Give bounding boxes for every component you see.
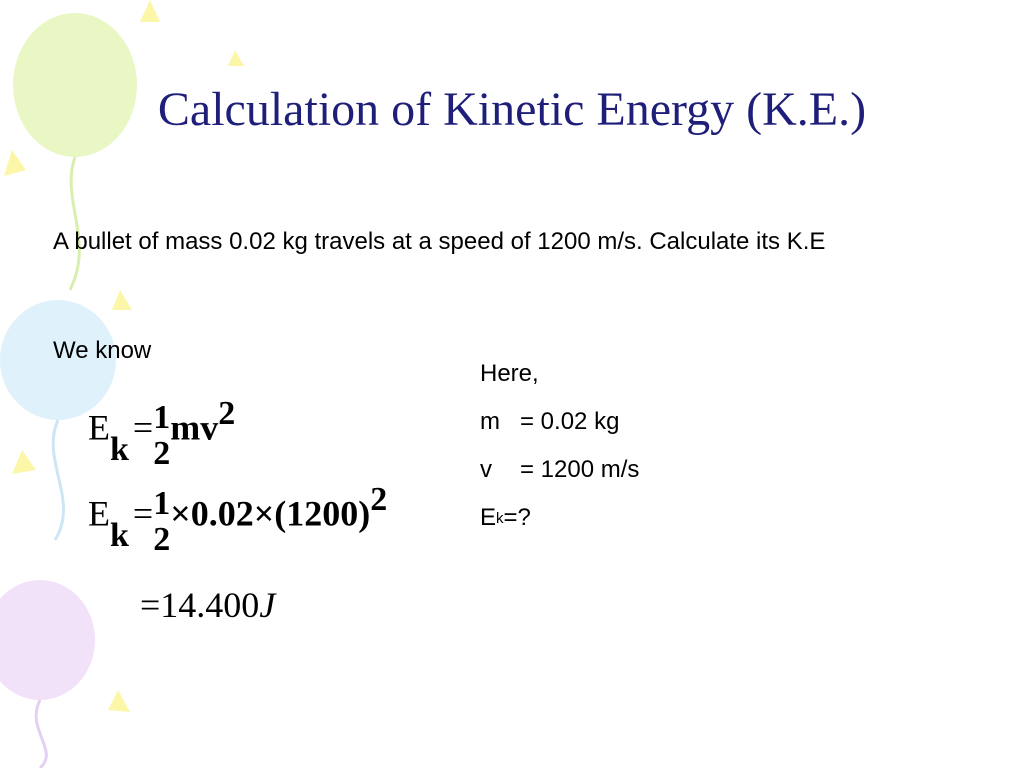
result-value: =14.400 [140, 585, 260, 625]
subst-sub: k [110, 516, 129, 554]
subst-den: 2 [153, 521, 171, 558]
result-unit: J [259, 585, 276, 625]
speed-value: = 1200 m/s [520, 456, 640, 483]
given-speed [480, 446, 639, 494]
subst-fraction [153, 486, 170, 558]
formula-lhs: E [88, 407, 110, 448]
formula-sub: k [110, 430, 129, 468]
ek-base: E [480, 504, 497, 531]
formula-rhs: mv [170, 407, 219, 448]
subst-lhs: E [88, 493, 110, 534]
subst-rhs: ×0.02×(1200) [170, 493, 371, 534]
kinetic-energy-formula [88, 394, 236, 472]
formula-fraction [153, 400, 170, 472]
substitution-equation [88, 480, 388, 558]
mass-value: = 0.02 kg [520, 408, 620, 435]
subst-exp: 2 [370, 480, 388, 518]
we-know-label: We know [53, 337, 152, 364]
problem-statement: A bullet of mass 0.02 kg travels at a speed of 1200 m/s. Calculate its K.E [53, 228, 826, 255]
subst-num: 1 [153, 485, 171, 522]
speed-key: v [480, 456, 492, 483]
mass-key: m [480, 408, 500, 435]
subst-eq: = [132, 493, 154, 534]
slide-title: Calculation of Kinetic Energy (K.E.) [157, 83, 867, 136]
given-values [480, 350, 639, 542]
formula-eq: = [132, 407, 154, 448]
formula-num: 1 [153, 399, 171, 436]
given-heading: Here, [480, 360, 539, 387]
formula-exp: 2 [218, 394, 236, 432]
formula-den: 2 [153, 435, 171, 472]
given-ek [480, 494, 639, 542]
result-equation [140, 584, 275, 626]
ek-rest: =? [503, 504, 531, 531]
ek-sub: k [496, 509, 504, 527]
given-mass [480, 398, 639, 446]
